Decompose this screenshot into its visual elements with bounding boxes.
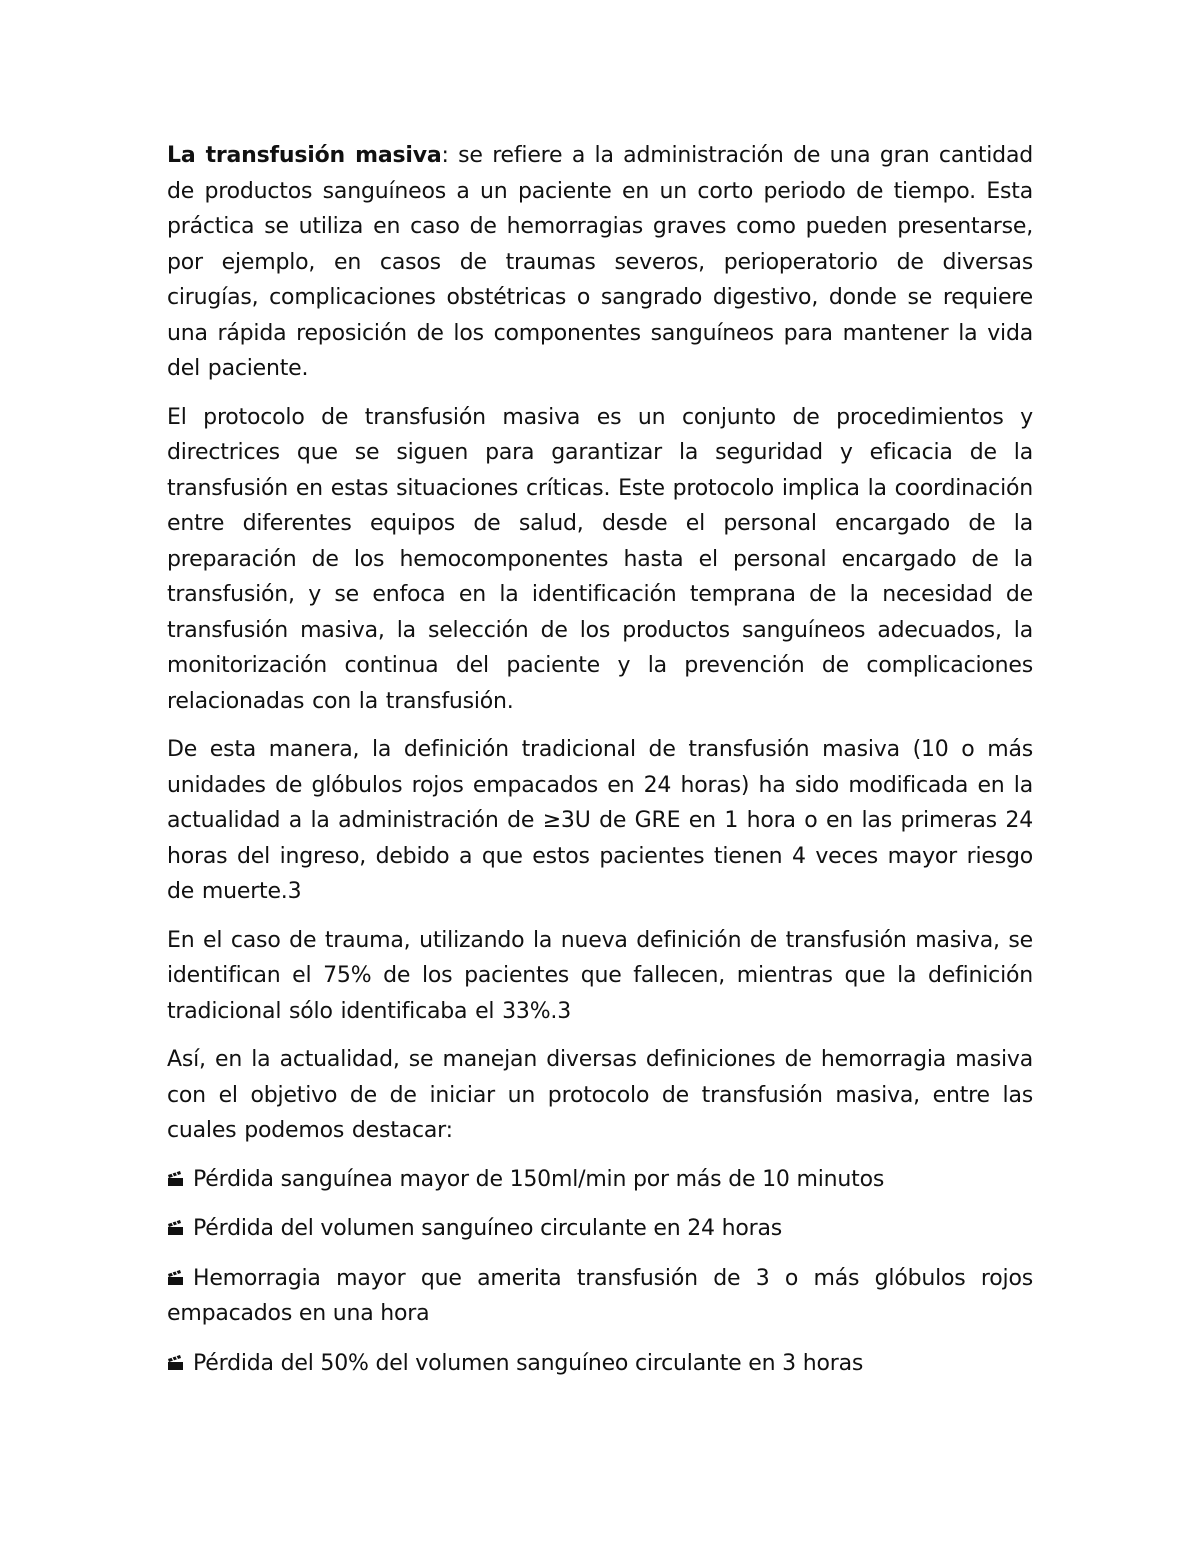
paragraph-protocol: El protocolo de transfusión masiva es un conjunto de procedimientos y directrices que se siguen para garantizar la seguridad y eficacia de la transfusión en estas situaciones críticas. Este protocolo implica la coordinación entre diferentes equipos de salud, desde el personal encargado de la preparación de los hemocomponentes hasta el personal encargado de la transfusión, y se enfoca en la identificación temprana de la necesidad de transfusión masiva, la selección de los productos sanguíneos adecuados, la monitorización continua del paciente y la prevención de complicaciones relacionadas con la transfusión. (167, 404, 1033, 714)
clapperboard-icon (167, 1171, 184, 1187)
list-item-text: Pérdida sanguínea mayor de 150ml/min por más de 10 minutos (193, 1166, 885, 1192)
bullet-list (167, 1162, 1033, 1382)
paragraph-definition: De esta manera, la definición tradicional de transfusión masiva (10 o más unidades de glóbulos rojos empacados en 24 horas) ha sido modificada en la actualidad a la administración de ≥3U de GRE en 1 hora o en las primeras 24 horas del ingreso, debido a que estos pacientes tienen 4 veces mayor riesgo de muerte.3 (167, 737, 1033, 904)
list-item-text: Hemorragia mayor que amerita transfusión de 3 o más glóbulos rojos empacados en una hora (167, 1265, 1033, 1326)
list-item-text: Pérdida del 50% del volumen sanguíneo circulante en 3 horas (193, 1350, 864, 1376)
clapperboard-icon (167, 1220, 184, 1236)
list-item (167, 1261, 1033, 1332)
paragraph-trauma: En el caso de trauma, utilizando la nueva definición de transfusión masiva, se identifican el 75% de los pacientes que fallecen, mientras que la definición tradicional sólo identificaba el 33%.3 (167, 927, 1033, 1024)
clapperboard-icon (167, 1270, 184, 1286)
intro-paragraph (167, 138, 1033, 387)
defined-term: La transfusión masiva (167, 143, 442, 168)
list-item-text: Pérdida del volumen sanguíneo circulante en 24 horas (193, 1216, 783, 1241)
paragraph-definitions-intro: Así, en la actualidad, se manejan diversas definiciones de hemorragia masiva con el objetivo de de iniciar un protocolo de transfusión masiva, entre las cuales podemos destacar: (167, 1047, 1033, 1143)
list-item (167, 1162, 1033, 1198)
document-page (167, 138, 1033, 1395)
list-item (167, 1211, 1033, 1247)
list-item (167, 1346, 1033, 1382)
clapperboard-icon (167, 1355, 184, 1371)
intro-text: : se refiere a la administración de una gran cantidad de productos sanguíneos a un paciente en un corto periodo de tiempo. Esta práctica se utiliza en caso de hemorragias graves como pueden presentarse, por ejemplo, en casos de traumas severos, perioperatorio de diversas cirugías, complicaciones obstétricas o sangrado digestivo, donde se requiere una rápida reposición de los componentes sanguíneos para mantener la vida del paciente. (167, 143, 1033, 381)
